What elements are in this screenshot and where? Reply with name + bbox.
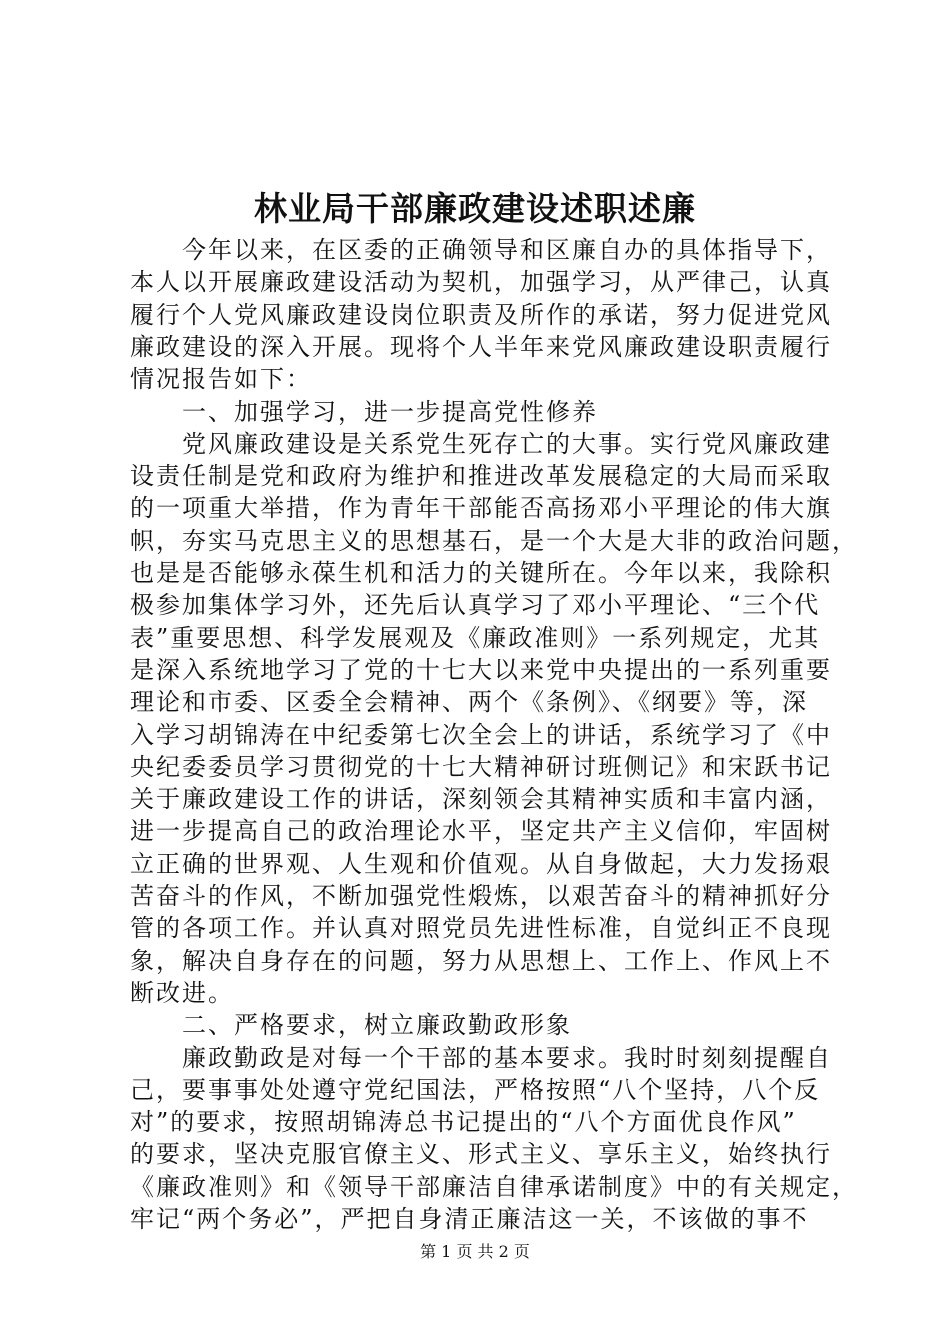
text-line: 二、严格要求，树立廉政勤政形象: [130, 1011, 572, 1040]
text-line: 极参加集体学习外，还先后认真学习了邓小平理论、“三个代: [130, 591, 821, 620]
text-line: 管的各项工作。并认真对照党员先进性标准，自觉纠正不良现: [130, 914, 832, 943]
text-line: 的要求，坚决克服官僚主义、形式主义、享乐主义，始终执行: [130, 1140, 832, 1169]
text-line: 进一步提高自己的政治理论水平，坚定共产主义信仰，牢固树: [130, 817, 832, 846]
text-line: 廉政建设的深入开展。现将个人半年来党风廉政建设职责履行: [130, 332, 832, 361]
text-line: 今年以来，在区委的正确领导和区廉自办的具体指导下，: [130, 236, 832, 264]
text-line: 廉政勤政是对每一个干部的基本要求。我时时刻刻提醒自: [130, 1043, 832, 1072]
text-line: 对”的要求，按照胡锦涛总书记提出的“八个方面优良作风”: [130, 1108, 797, 1137]
text-line: 象，解决自身存在的问题，努力从思想上、工作上、作风上不: [130, 946, 832, 975]
text-line: 情况报告如下：: [130, 365, 312, 394]
text-line: 也是是否能够永葆生机和活力的关键所在。今年以来，我除积: [130, 559, 832, 587]
text-line: 关于廉政建设工作的讲话，深刻领会其精神实质和丰富内涵，: [130, 785, 832, 814]
text-line: 一、加强学习，进一步提高党性修养: [130, 397, 598, 426]
text-line: 表”重要思想、科学发展观及《廉政准则》一系列规定，尤其: [130, 623, 821, 652]
text-line: 入学习胡锦涛在中纪委第七次全会上的讲话，系统学习了《中: [130, 720, 832, 749]
document-title: 林业局干部廉政建设述职述廉: [254, 189, 696, 228]
text-line: 帜，夯实马克思主义的思想基石，是一个大是大非的政治问题，: [130, 526, 858, 555]
text-line: 履行个人党风廉政建设岗位职责及所作的承诺，努力促进党风: [130, 300, 832, 329]
text-line: 断改进。: [130, 978, 234, 1007]
text-line: 立正确的世界观、人生观和价值观。从自身做起，大力发扬艰: [130, 849, 832, 878]
text-line: 的一项重大举措，作为青年干部能否高扬邓小平理论的伟大旗: [130, 494, 832, 523]
text-line: 是深入系统地学习了党的十七大以来党中央提出的一系列重要: [130, 655, 832, 684]
text-line: 牢记“两个务必”，严把自身清正廉洁这一关，不该做的事不: [130, 1205, 809, 1233]
text-line: 央纪委委员学习贯彻党的十七大精神研讨班侧记》和宋跃书记: [130, 752, 832, 781]
text-line: 设责任制是党和政府为维护和推进改革发展稳定的大局而采取: [130, 462, 832, 491]
text-line: 党风廉政建设是关系党生死存亡的大事。实行党风廉政建: [130, 429, 832, 458]
text-line: 苦奋斗的作风，不断加强党性煅炼，以艰苦奋斗的精神抓好分: [130, 882, 832, 910]
page-footer: 第 1 页 共 2 页: [420, 1242, 530, 1261]
text-line: 己，要事事处处遵守党纪国法，严格按照“八个坚持，八个反: [130, 1075, 821, 1104]
text-line: 本人以开展廉政建设活动为契机，加强学习，从严律己，认真: [130, 268, 832, 297]
text-line: 理论和市委、区委全会精神、两个《条例》、《纲要》等，深: [130, 688, 808, 717]
text-line: 《廉政准则》和《领导干部廉洁自律承诺制度》中的有关规定，: [130, 1172, 858, 1201]
